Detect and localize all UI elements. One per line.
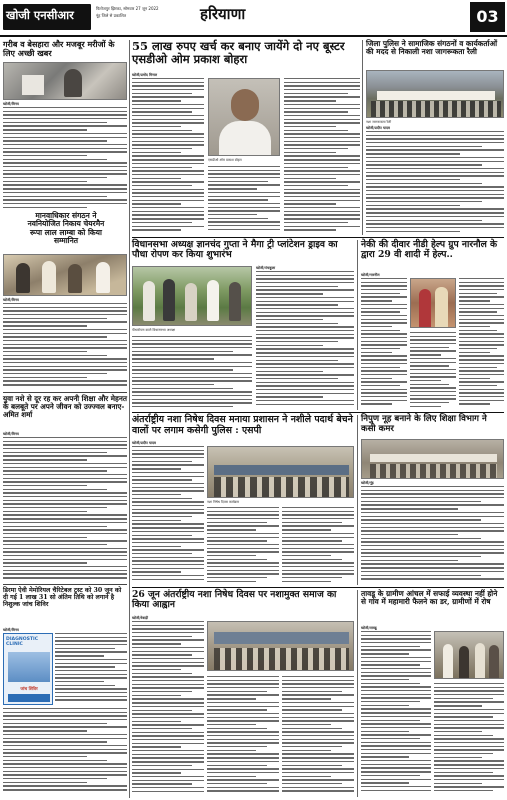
- article-a3: [366, 40, 504, 235]
- body-text-col2: [434, 683, 504, 797]
- ad-title: DIAGNOSTIC CLINIC: [6, 637, 39, 648]
- headline: जिला पुलिस ने सामाजिक संगठनों व कार्यकर्ताओं की मदद से निकाली नशा जागरूकता रैली: [366, 39, 498, 57]
- wedding-photo: [410, 278, 456, 328]
- rule-mid-1: [132, 237, 504, 238]
- honor-photo: [3, 254, 127, 296]
- byline: खोजी/विनय: [3, 102, 19, 106]
- column-divider-left: [129, 40, 130, 798]
- headline: विधानसभा अध्यक्ष ज्ञानचंद गुप्ता ने मैगा ट्री प्लांटेशन ड्राइव का पौधा रोपण कर किया शुभारंभ: [132, 239, 338, 261]
- byline: खोजी/नूंह: [361, 481, 374, 485]
- body-text-col2: [132, 336, 252, 410]
- police-photo: [207, 446, 354, 498]
- article-a6: [361, 240, 504, 410]
- byline: खोजी/विनय: [3, 432, 19, 436]
- headline: नेकी की दीवार नीडी हेल्प ग्रुप नारनौल के द्वारा 29 वी शादी में हेल्प..: [361, 239, 498, 261]
- ad-tagline: जांच शिविर: [20, 686, 38, 691]
- body-text-col1: [256, 271, 354, 410]
- article-a11: [132, 590, 354, 797]
- paper-logo: [3, 4, 91, 30]
- education-photo: [361, 439, 504, 479]
- byline: खोजी/प्रदीप यादव: [366, 126, 390, 130]
- byline: खोजी/विनय: [3, 628, 19, 632]
- tree-photo: [132, 266, 252, 326]
- headline: डिरमा ऐवी मेमोरियल चैरिटेबल ट्रस्ट को 30 जून को दी गई 1 लाख 31 सो अंतिम तिथि को लगाने है निशुल्क जांच शिविर: [3, 587, 122, 609]
- masthead-rule: [0, 35, 507, 37]
- masthead: [0, 0, 507, 40]
- body-text: [3, 107, 127, 210]
- headline: गरीब व बेसहारा और मजबूर मरीजों के लिए अच्छी खबर: [3, 39, 115, 58]
- article-a7: [3, 392, 127, 582]
- caption-rally: नशा जागरूकता रैली: [366, 120, 392, 124]
- body-text-col3: [459, 278, 504, 410]
- column-divider-right-3: [357, 415, 358, 585]
- article-a1: [3, 40, 127, 210]
- byline: खोजी/रेवाड़ी: [132, 616, 149, 620]
- body-text-col1: [132, 78, 204, 233]
- body-text-col3: [282, 676, 354, 797]
- body-text: [55, 633, 127, 703]
- body-text-2: [3, 708, 127, 794]
- rally-photo: [366, 70, 504, 118]
- caption-sdo: एसडीओ ओम प्रकाश बोहरा: [208, 158, 242, 162]
- seminar-photo: [207, 621, 354, 671]
- sdo-photo: [208, 78, 280, 156]
- body-text-col1: [361, 278, 407, 410]
- byline: खोजी/तावडू: [361, 626, 377, 630]
- byline: खोजी/प्रमोद मित्तल: [132, 73, 158, 77]
- headline: युवा नशे से दूर रह कर अपनी शिक्षा और मेहनत के बलबूते पर अपने जीवन को उज्ज्वल बनाए-अमित शर्मा: [3, 394, 127, 420]
- article-a4: [3, 212, 127, 390]
- body-text: [3, 437, 127, 582]
- rule-mid-3: [132, 587, 504, 588]
- section-title: हरियाणा: [200, 5, 246, 23]
- rule-mid-2: [132, 412, 504, 413]
- body-text: [361, 486, 504, 585]
- body-text-col2: [207, 676, 279, 797]
- body-text-col2: [208, 166, 280, 233]
- byline: खोजी/विनय: [3, 298, 19, 302]
- headline: निपुण नूह बनाने के लिए शिक्षा विभाग ने कसी कमर: [361, 414, 487, 434]
- byline: खोजी/नारनौल: [361, 273, 380, 277]
- masthead-meta-2: नूंह जिले से प्रकाशित: [96, 13, 126, 18]
- body-text-col3: [284, 78, 360, 233]
- page-number: 03: [476, 7, 499, 26]
- clinic-photo: [3, 62, 127, 100]
- body-text-col2: [410, 332, 456, 410]
- headline: अंतर्राष्ट्रीय नशा निषेध दिवस मनाया प्रशासन ने नशीले पदार्थ बेचने वालों पर लगाम कसेगी पुलिस : एसपी: [132, 414, 353, 436]
- body-text: [3, 303, 127, 390]
- byline: खोजी/पंचकूला: [256, 266, 276, 270]
- article-a10: [3, 584, 127, 797]
- headline: मानवाधिकार संगठन ने नवनियोजित निकाय चेयरमैन रूपा लाल लाम्बा को किया सम्मानित: [27, 211, 105, 246]
- body-text-col3: [282, 507, 354, 585]
- body-text: [366, 131, 504, 235]
- headline: 55 लाख रुपए खर्च कर बनाए जायेंगे दो नए बूस्टर एसडीओ ओम प्रकाश बोहरा: [132, 39, 345, 66]
- article-a5: [132, 240, 354, 410]
- column-divider-right: [362, 40, 363, 235]
- paper-name: खोजी एनसीआर: [6, 8, 74, 22]
- body-text-col2: [207, 507, 279, 585]
- body-text-col1: [361, 631, 431, 797]
- column-divider-right-4: [357, 590, 358, 797]
- article-a2: [132, 40, 360, 235]
- masthead-meta: फिरोजपुर झिरका, सोमवार 27 जून 2022: [96, 6, 159, 11]
- headline: तावडू के ग्रामीण आंचल में सफाई व्यवस्था नहीं होने से गांव में महामारी फैलने का डर, ग्रामीणों में रोष: [361, 589, 498, 607]
- page-number-box: [470, 2, 505, 32]
- clinic-ad: [3, 633, 53, 705]
- caption-tree: पौधारोपण करते विधानसभा अध्यक्ष: [132, 328, 175, 332]
- article-a8: [132, 415, 354, 585]
- byline: खोजी/प्रदीप यादव: [132, 441, 156, 445]
- village-photo: [434, 631, 504, 679]
- body-text-col1: [132, 621, 204, 797]
- article-a9: [361, 415, 504, 585]
- column-divider-right-2: [357, 240, 358, 410]
- article-a12: [361, 590, 504, 797]
- headline: 26 जून अंतर्राष्ट्रीय नशा निषेध दिवस पर नशामुक्त समाज का किया आह्वान: [132, 589, 337, 611]
- body-text-col1: [132, 446, 204, 585]
- caption-police: नशा निषेध दिवस कार्यक्रम: [207, 500, 240, 504]
